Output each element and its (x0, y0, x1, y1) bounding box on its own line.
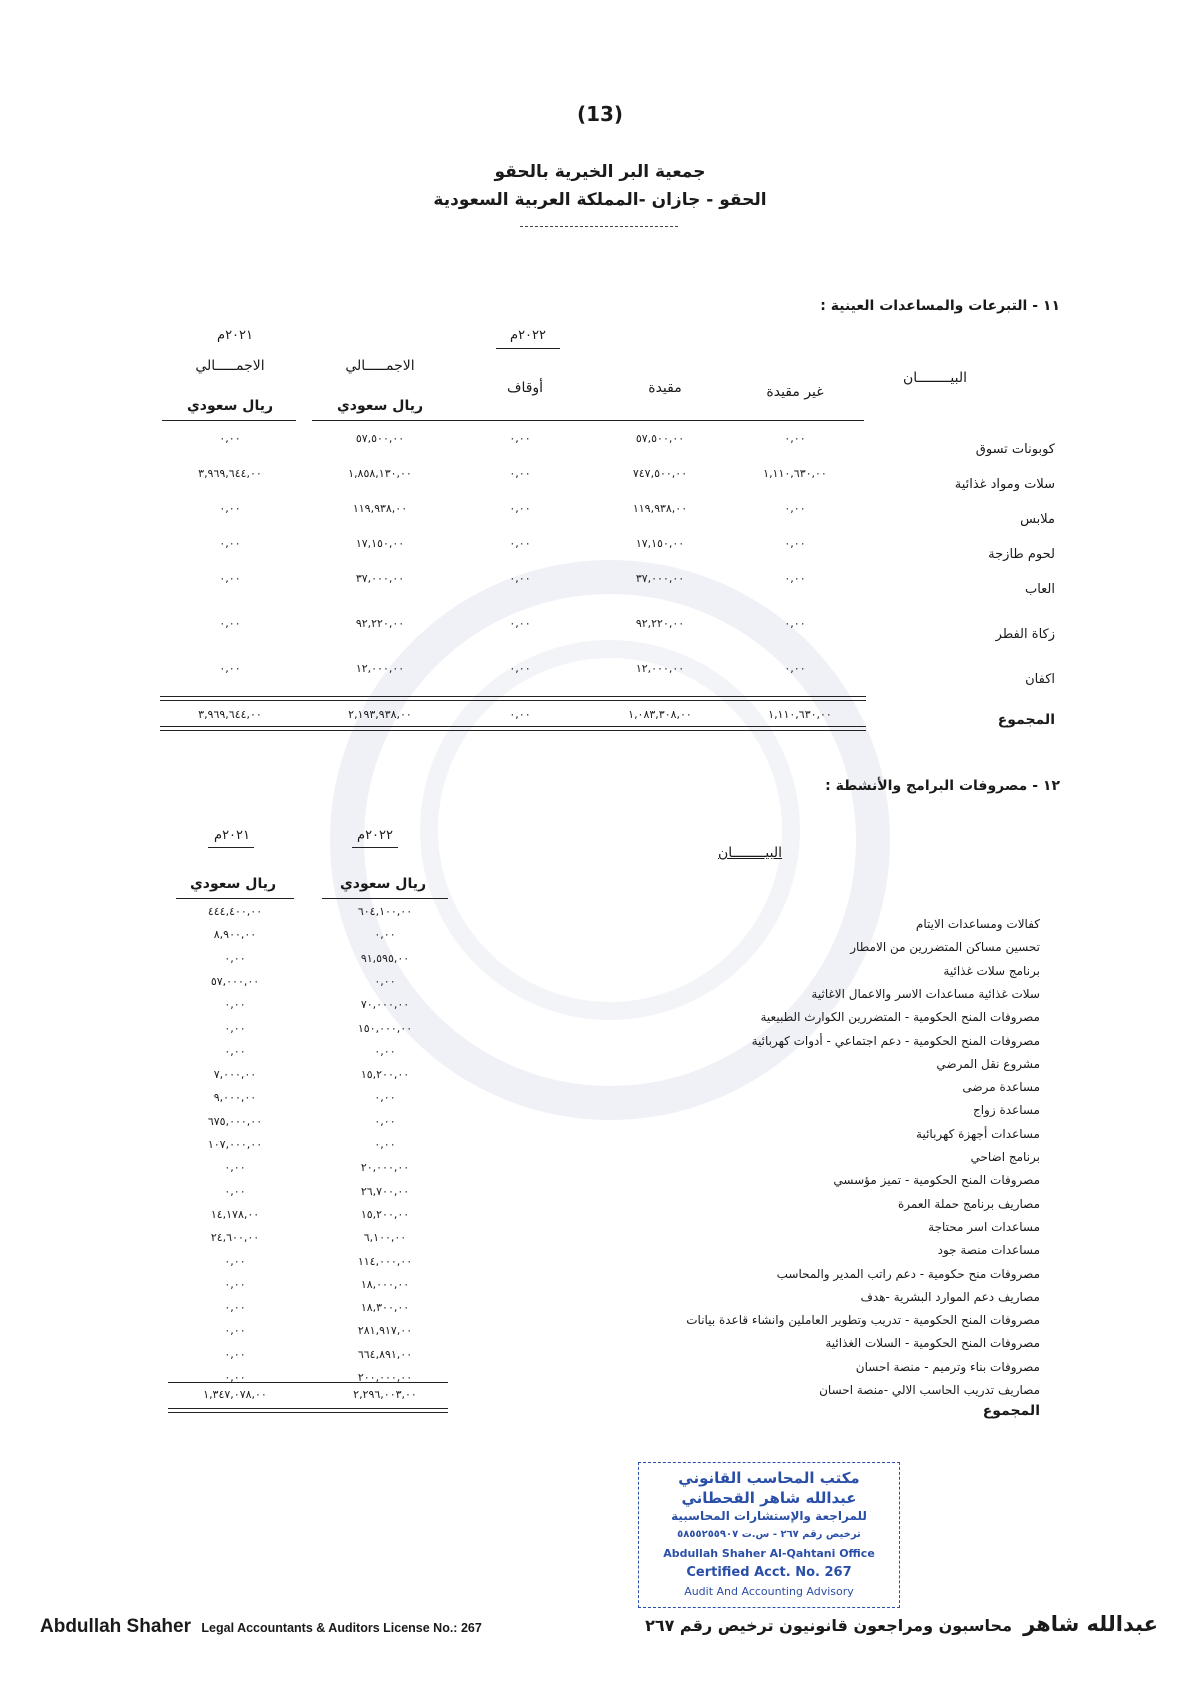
note11-year-2022: ٢٠٢٢م (510, 328, 546, 343)
stamp-line-6: Certified Acct. No. 267 (686, 1565, 852, 1580)
note11-total-label: المجموع (997, 712, 1055, 728)
note12-currency-2022: ريال سعودي (339, 876, 427, 892)
note11-header-rule-2021 (162, 420, 296, 421)
note12-total-2022: ٢,٢٩٦,٠٠٣,٠٠ (353, 1388, 417, 1401)
note12-row-2022: ٦٦٤,٨٩١,٠٠ (357, 1348, 413, 1361)
note11-row-endowments: ٠,٠٠ (509, 662, 531, 675)
note11-col-total-2022: الاجمـــــالي (345, 358, 415, 374)
org-name: جمعية البر الخيرية بالحقو (494, 162, 706, 182)
note11-row-endowments: ٠,٠٠ (509, 617, 531, 630)
note12-row-2021: ٢٤,٦٠٠,٠٠ (210, 1231, 260, 1244)
note12-row-2021: ٦٧٥,٠٠٠,٠٠ (207, 1115, 263, 1128)
note11-total-endowments: ٠,٠٠ (509, 708, 531, 721)
footer-english (40, 1616, 600, 1638)
note11-year-underline (496, 348, 560, 349)
note12-total-bottom-rule (168, 1408, 448, 1413)
note12-row-2021: ٧,٠٠٠,٠٠ (213, 1068, 257, 1081)
note11-title: ١١ - التبرعات والمساعدات العينية : (820, 298, 1060, 314)
note11-total-bottom-rule (160, 726, 866, 731)
note12-header-rule-2022 (322, 898, 448, 899)
note12-row-2022: ٧٠,٠٠٠,٠٠ (360, 998, 410, 1011)
note12-row-label: كفالات ومساعدات الايتام (915, 917, 1040, 931)
note12-row-2022: ١٨,٣٠٠,٠٠ (360, 1301, 410, 1314)
note12-row-label: تحسين مساكن المتضررين من الامطار (850, 940, 1040, 954)
note11-row-restricted: ١٧,١٥٠,٠٠ (635, 537, 685, 550)
footer-arabic-text: محاسبون ومراجعون قانونيون ترخيص رقم ٢٦٧ (645, 1616, 1012, 1635)
note11-row-restricted: ١٢,٠٠٠,٠٠ (635, 662, 685, 675)
note11-row-total-2022: ٥٧,٥٠٠,٠٠ (355, 432, 405, 445)
note11-row-restricted: ٧٤٧,٥٠٠,٠٠ (632, 467, 688, 480)
note12-row-2022: ١١٤,٠٠٠,٠٠ (357, 1255, 413, 1268)
note11-row-total-2021: ٣,٩٦٩,٦٤٤,٠٠ (198, 467, 262, 480)
note12-row-2021: ٠,٠٠ (224, 1278, 246, 1291)
org-location: الحقو - جازان -المملكة العربية السعودية (433, 190, 767, 210)
stamp-line-3: للمراجعة والإستشارات المحاسبية (671, 1509, 867, 1523)
note12-row-label: مشروع نقل المرضي (936, 1057, 1040, 1071)
stamp-line-7: Audit And Accounting Advisory (684, 1585, 854, 1598)
note12-total-label: المجموع (982, 1403, 1040, 1419)
note12-row-label: مصروفات المنح الحكومية - تدريب وتطوير العاملين وانشاء قاعدة بيانات (686, 1313, 1040, 1327)
note12-row-2021: ٥٧,٠٠٠,٠٠ (210, 975, 260, 988)
note12-row-2021: ٠,٠٠ (224, 1045, 246, 1058)
note12-row-2021: ٠,٠٠ (224, 998, 246, 1011)
note12-row-2021: ٠,٠٠ (224, 1255, 246, 1268)
note12-year-2021: ٢٠٢١م (214, 828, 250, 843)
note11-row-total-2021: ٠,٠٠ (219, 537, 241, 550)
note12-row-2022: ٢٠٠,٠٠٠,٠٠ (357, 1371, 413, 1384)
note12-row-2021: ٠,٠٠ (224, 1324, 246, 1337)
note11-total-top-rule (160, 696, 866, 701)
note11-row-label: اكفان (1025, 672, 1055, 687)
note11-total-unrestricted: ١,١١٠,٦٣٠,٠٠ (768, 708, 832, 721)
note11-row-restricted: ٩٢,٢٢٠,٠٠ (635, 617, 685, 630)
note11-row-label: ملابس (1020, 512, 1055, 527)
note12-year-2021-underline (208, 847, 254, 848)
note11-currency-2022: ريال سعودي (336, 398, 424, 414)
note12-row-label: مساعدة مرضى (962, 1080, 1040, 1094)
note12-header-rule-2021 (176, 898, 294, 899)
note12-row-2022: ٩١,٥٩٥,٠٠ (360, 952, 410, 965)
note12-row-label: مصروفات المنح الحكومية - تميز مؤسسي (833, 1173, 1040, 1187)
note12-row-label: مصاريف تدريب الحاسب الالي -منصة احسان (819, 1383, 1040, 1397)
note11-row-unrestricted: ٠,٠٠ (784, 662, 806, 675)
stamp-line-5: Abdullah Shaher Al-Qahtani Office (663, 1547, 875, 1560)
note11-row-endowments: ٠,٠٠ (509, 572, 531, 585)
note11-row-total-2022: ١,٨٥٨,١٣٠,٠٠ (348, 467, 412, 480)
note12-row-2021: ٠,٠٠ (224, 1371, 246, 1384)
note12-row-label: مساعدات منصة جود (937, 1243, 1040, 1257)
note11-row-unrestricted: ١,١١٠,٦٣٠,٠٠ (763, 467, 827, 480)
note11-row-unrestricted: ٠,٠٠ (784, 617, 806, 630)
note12-year-2022-underline (352, 847, 398, 848)
note11-col-endowments: أوقاف (506, 380, 544, 396)
note11-total-restricted: ١,٠٨٣,٣٠٨,٠٠ (628, 708, 692, 721)
note12-row-2022: ٢٦,٧٠٠,٠٠ (360, 1185, 410, 1198)
note12-currency-2021: ريال سعودي (189, 876, 277, 892)
note11-row-unrestricted: ٠,٠٠ (784, 432, 806, 445)
stamp-line-4: ترخيص رقم ٢٦٧ - س.ت ٥٨٥٥٢٥٥٩٠٧ (677, 1529, 861, 1540)
note12-row-2021: ٠,٠٠ (224, 1348, 246, 1361)
note11-row-total-2022: ١٧,١٥٠,٠٠ (355, 537, 405, 550)
header-divider (520, 226, 678, 227)
note11-row-label: العاب (1024, 582, 1055, 597)
note12-row-label: مصروفات المنح الحكومية - دعم اجتماعي - أدوات كهربائية (751, 1034, 1040, 1048)
note11-row-label: كوبونات تسوق (975, 442, 1055, 457)
note12-row-label: مساعدات اسر محتاجة (928, 1220, 1040, 1234)
note11-col-total-2021: الاجمـــــالي (195, 358, 265, 374)
note12-row-2022: ٢٠,٠٠٠,٠٠ (360, 1161, 410, 1174)
note11-row-label: زكاة الفطر (995, 627, 1055, 642)
note12-row-label: مصروفات بناء وترميم - منصة احسان (855, 1360, 1040, 1374)
note12-row-label: مصاريف دعم الموارد البشرية -هدف (860, 1290, 1040, 1304)
note12-row-label: برنامج سلات غذائية (943, 964, 1040, 978)
note11-row-total-2022: ١٢,٠٠٠,٠٠ (355, 662, 405, 675)
note12-row-label: سلات غذائية مساعدات الاسر والاعمال الاغاثية (811, 987, 1040, 1001)
note11-row-total-2021: ٠,٠٠ (219, 502, 241, 515)
note11-row-endowments: ٠,٠٠ (509, 432, 531, 445)
auditor-stamp (638, 1462, 900, 1608)
note12-row-2022: ١٥٠,٠٠٠,٠٠ (357, 1022, 413, 1035)
page-number: (13) (576, 102, 624, 126)
note12-total-top-rule (168, 1382, 448, 1383)
note12-row-2022: ٦,١٠٠,٠٠ (363, 1231, 407, 1244)
note11-total-2021: ٣,٩٦٩,٦٤٤,٠٠ (198, 708, 262, 721)
note11-row-total-2021: ٠,٠٠ (219, 572, 241, 585)
note12-row-2022: ٠,٠٠ (374, 1045, 396, 1058)
note11-row-total-2022: ٩٢,٢٢٠,٠٠ (355, 617, 405, 630)
note11-row-unrestricted: ٠,٠٠ (784, 537, 806, 550)
note12-row-label: مساعدة زواج (972, 1103, 1040, 1117)
note12-row-2021: ٠,٠٠ (224, 952, 246, 965)
note11-row-total-2022: ٣٧,٠٠٠,٠٠ (355, 572, 405, 585)
stamp-line-2: عبدالله شاهر القحطاني (681, 1489, 857, 1507)
note11-currency-2021: ريال سعودي (186, 398, 274, 414)
footer-english-text: Legal Accountants & Auditors License No.: 267 (201, 1621, 482, 1635)
note12-row-label: مصروفات المنح الحكومية - المتضررين الكوارث الطبيعية (760, 1010, 1040, 1024)
note11-header-rule-2022 (312, 420, 864, 421)
note11-row-restricted: ١١٩,٩٣٨,٠٠ (632, 502, 688, 515)
footer-arabic (560, 1612, 1158, 1636)
note11-year-2021: ٢٠٢١م (217, 328, 253, 343)
note12-row-label: مساعدات أجهزة كهربائية (916, 1127, 1040, 1141)
note12-row-2022: ٦٠٤,١٠٠,٠٠ (357, 905, 413, 918)
note12-row-2021: ١٤,١٧٨,٠٠ (210, 1208, 260, 1221)
note12-total-2021: ١,٣٤٧,٠٧٨,٠٠ (203, 1388, 267, 1401)
note12-row-2022: ٠,٠٠ (374, 1091, 396, 1104)
note11-col-desc: البيــــــــان (903, 370, 967, 386)
note11-row-total-2022: ١١٩,٩٣٨,٠٠ (352, 502, 408, 515)
note12-row-2021: ٨,٩٠٠,٠٠ (213, 928, 257, 941)
note11-row-label: لحوم طازجة (988, 547, 1055, 562)
note12-row-2022: ٠,٠٠ (374, 975, 396, 988)
note11-row-unrestricted: ٠,٠٠ (784, 572, 806, 585)
note12-row-2022: ٢٨١,٩١٧,٠٠ (357, 1324, 413, 1337)
note12-row-label: برنامج اضاحي (970, 1150, 1040, 1164)
note11-col-unrestricted: غير مقيدة (766, 384, 824, 400)
note12-year-2022: ٢٠٢٢م (357, 828, 393, 843)
note12-col-desc: البيــــــــان (718, 845, 782, 861)
note11-row-total-2021: ٠,٠٠ (219, 432, 241, 445)
note12-row-2022: ١٨,٠٠٠,٠٠ (360, 1278, 410, 1291)
note12-row-label: مصاريف برنامج حملة العمرة (897, 1197, 1040, 1211)
note12-row-2021: ٩,٠٠٠,٠٠ (213, 1091, 257, 1104)
stamp-line-1: مكتب المحاسب القانوني (678, 1469, 860, 1487)
note11-col-restricted: مقيدة (648, 380, 682, 396)
note12-row-2022: ١٥,٢٠٠,٠٠ (360, 1208, 410, 1221)
note11-row-unrestricted: ٠,٠٠ (784, 502, 806, 515)
note11-row-restricted: ٣٧,٠٠٠,٠٠ (635, 572, 685, 585)
note12-row-2021: ٠,٠٠ (224, 1301, 246, 1314)
note12-title: ١٢ - مصروفات البرامج والأنشطة : (825, 778, 1060, 794)
note12-row-2021: ٠,٠٠ (224, 1185, 246, 1198)
note11-row-endowments: ٠,٠٠ (509, 502, 531, 515)
footer-arabic-bold: عبدالله شاهر (1023, 1612, 1158, 1636)
note11-row-label: سلات ومواد غذائية (954, 477, 1055, 492)
note12-row-label: مصروفات منح حكومية - دعم راتب المدير والمحاسب (776, 1267, 1040, 1281)
note12-row-2021: ١٠٧,٠٠٠,٠٠ (207, 1138, 263, 1151)
note12-row-label: مصروفات المنح الحكومية - السلات الغذائية (825, 1336, 1040, 1350)
footer-english-bold: Abdullah Shaher (40, 1616, 191, 1637)
note12-row-2022: ٠,٠٠ (374, 1115, 396, 1128)
note12-row-2021: ٠,٠٠ (224, 1022, 246, 1035)
note11-row-restricted: ٥٧,٥٠٠,٠٠ (635, 432, 685, 445)
note11-row-endowments: ٠,٠٠ (509, 467, 531, 480)
note11-total-2022: ٢,١٩٣,٩٣٨,٠٠ (348, 708, 412, 721)
note12-row-2022: ١٥,٢٠٠,٠٠ (360, 1068, 410, 1081)
note11-row-total-2021: ٠,٠٠ (219, 617, 241, 630)
note12-row-2021: ٠,٠٠ (224, 1161, 246, 1174)
note12-row-2022: ٠,٠٠ (374, 1138, 396, 1151)
note12-row-2021: ٤٤٤,٤٠٠,٠٠ (207, 905, 263, 918)
note11-row-total-2021: ٠,٠٠ (219, 662, 241, 675)
note11-row-endowments: ٠,٠٠ (509, 537, 531, 550)
note12-row-2022: ٠,٠٠ (374, 928, 396, 941)
